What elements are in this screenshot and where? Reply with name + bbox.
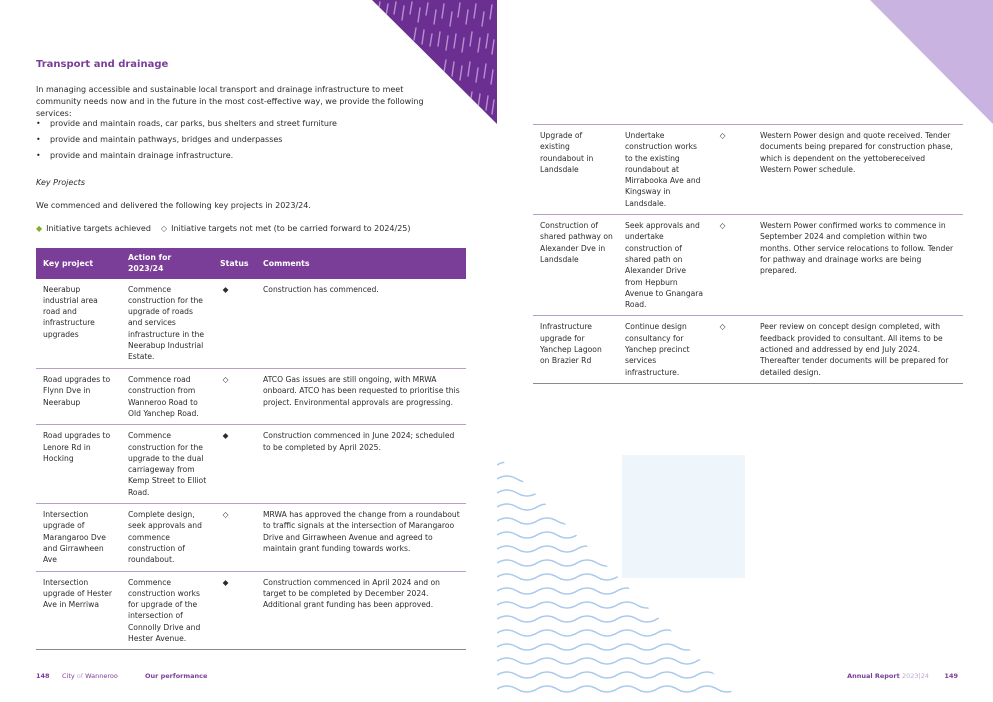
annual-report-text: Annual Report (847, 672, 900, 680)
key-projects-table-continued (533, 124, 963, 384)
status-achieved-icon: ◆ (222, 577, 229, 587)
cell-comments: Construction commenced in April 2024 and on target to be completed by December 2024. Additional grant funding has been approved. (263, 577, 440, 610)
city-of-wanneroo-logo (62, 672, 118, 680)
table-row (36, 279, 466, 369)
cell-action: Seek approvals and undertake construction of shared path on Alexander Drive from Hepburn Avenue to Gnangara Road. (625, 221, 704, 310)
table-row (36, 571, 466, 650)
cell-project: Construction of shared pathway on Alexander Dve in Landsdale (540, 221, 613, 264)
status-not-met-icon: ◇ (719, 322, 726, 332)
key-projects-table (36, 248, 466, 650)
status-not-met-icon: ◇ (222, 375, 229, 385)
blue-wave-pattern (497, 455, 747, 702)
section-heading: Transport and drainage (36, 59, 169, 70)
status-legend (36, 224, 411, 233)
right-page (497, 0, 993, 702)
cell-action: Complete design, seek approvals and commence construction of roundabout. (128, 510, 202, 565)
table-row (533, 125, 963, 215)
table-row (533, 215, 963, 316)
services-list (36, 118, 456, 166)
table-row (533, 316, 963, 383)
table-row (36, 504, 466, 571)
cell-project: Intersection upgrade of Hester Ave in Merriwa (43, 577, 112, 610)
header-status: Status (213, 248, 256, 279)
achieved-diamond-icon: ◆ (36, 224, 43, 233)
city-text: City (62, 672, 75, 680)
annual-report-label (847, 672, 929, 680)
cell-comments: Construction has commenced. (263, 284, 379, 294)
section-name: Our performance (145, 672, 208, 680)
key-projects-intro: We commenced and delivered the following key projects in 2023/24. (36, 201, 311, 210)
table-row (36, 425, 466, 504)
status-not-met-icon: ◇ (719, 131, 726, 140)
cell-project: Infrastructure upgrade for Yanchep Lagoon on Brazier Rd (540, 322, 602, 366)
lavender-triangle (870, 0, 993, 124)
table-header-row (36, 248, 466, 279)
cell-project: Neerabup industrial area road and infrastructure upgrades (43, 284, 98, 339)
legend-achieved (36, 224, 151, 233)
cell-project: Intersection upgrade of Marangaroo Dve and Girrawheen Ave (43, 510, 106, 565)
cell-action: Commence road construction from Wanneroo Road to Old Yanchep Road. (128, 375, 199, 418)
cell-comments: Construction commenced in June 2024; scheduled to be completed by April 2025. (263, 431, 455, 452)
cell-project: Upgrade of existing roundabout in Landsdale (540, 131, 594, 174)
cell-comments: Western Power confirmed works to commence in September 2024 and completion within two months. Other service relocations to follow. Tender for pathway and drainage works are being prepared. (760, 221, 954, 276)
header-key-project: Key project (36, 248, 121, 279)
header-comments: Comments (256, 248, 466, 279)
cell-action: Undertake construction works to the existing roundabout at Mirrabooka Ave and Kingsway in Landsdale. (625, 131, 701, 208)
cell-action: Commence construction for the upgrade to the dual carriageway from Kemp Street to Elliot Road. (128, 431, 207, 497)
cell-project: Road upgrades to Lenore Rd in Hocking (43, 431, 111, 463)
cell-comments: Western Power design and quote received. Tender documents being prepared for construction phase, which is dependent on the yettobereceived Western Power schedule. (760, 131, 953, 174)
list-item: • provide and maintain roads, car parks, bus shelters and street furniture (36, 118, 456, 134)
report-year: 2023|24 (901, 672, 929, 680)
legend-achieved-label: Initiative targets achieved (46, 224, 151, 233)
wanneroo-text: Wanneroo (85, 672, 118, 680)
status-achieved-icon: ◆ (222, 284, 229, 294)
intro-paragraph: In managing accessible and sustainable local transport and drainage infrastructure to meet community needs now and in the future in the most cost-effective way, we provide the following services: (36, 85, 424, 118)
status-achieved-icon: ◆ (222, 431, 229, 441)
legend-not-met (161, 224, 411, 233)
page-number-left: 148 (36, 672, 50, 680)
page-number-right: 149 (944, 672, 958, 680)
of-text: of (76, 672, 84, 680)
cell-project: Road upgrades to Flynn Dve in Neerabup (43, 375, 111, 407)
cell-action: Continue design consultancy for Yanchep precinct services infrastructure. (625, 322, 690, 377)
table-row (36, 369, 466, 425)
cell-comments: MRWA has approved the change from a roundabout to traffic signals at the intersection of Marangaroo Drive and Girrawheen Avenue and agreed to maintain grant funding towards works. (263, 510, 460, 553)
cell-action: Commence construction works for upgrade of the intersection of Connolly Drive and Hester Avenue. (128, 577, 201, 644)
status-not-met-icon: ◇ (222, 510, 229, 520)
header-action: Action for 2023/24 (121, 248, 213, 279)
cell-comments: ATCO Gas issues are still ongoing, with MRWA onboard. ATCO has been requested to prioritise this project. Environmental approvals are progressing. (263, 375, 460, 407)
list-item: • provide and maintain pathways, bridges and underpasses (36, 134, 456, 150)
status-not-met-icon: ◇ (719, 221, 726, 231)
key-projects-title: Key Projects (36, 178, 86, 187)
cell-comments: Peer review on concept design completed, with feedback provided to consultant. All items to be actioned and addressed by end July 2024. Thereafter tender documents will be prepared for detailed design. (760, 322, 949, 377)
not-met-diamond-icon: ◇ (160, 224, 168, 233)
cell-action: Commence construction for the upgrade of roads and services infrastructure in the Neerabup Industrial Estate. (128, 284, 205, 362)
legend-not-met-label: Initiative targets not met (to be carried forward to 2024/25) (171, 224, 411, 233)
list-item: • provide and maintain drainage infrastructure. (36, 150, 456, 166)
